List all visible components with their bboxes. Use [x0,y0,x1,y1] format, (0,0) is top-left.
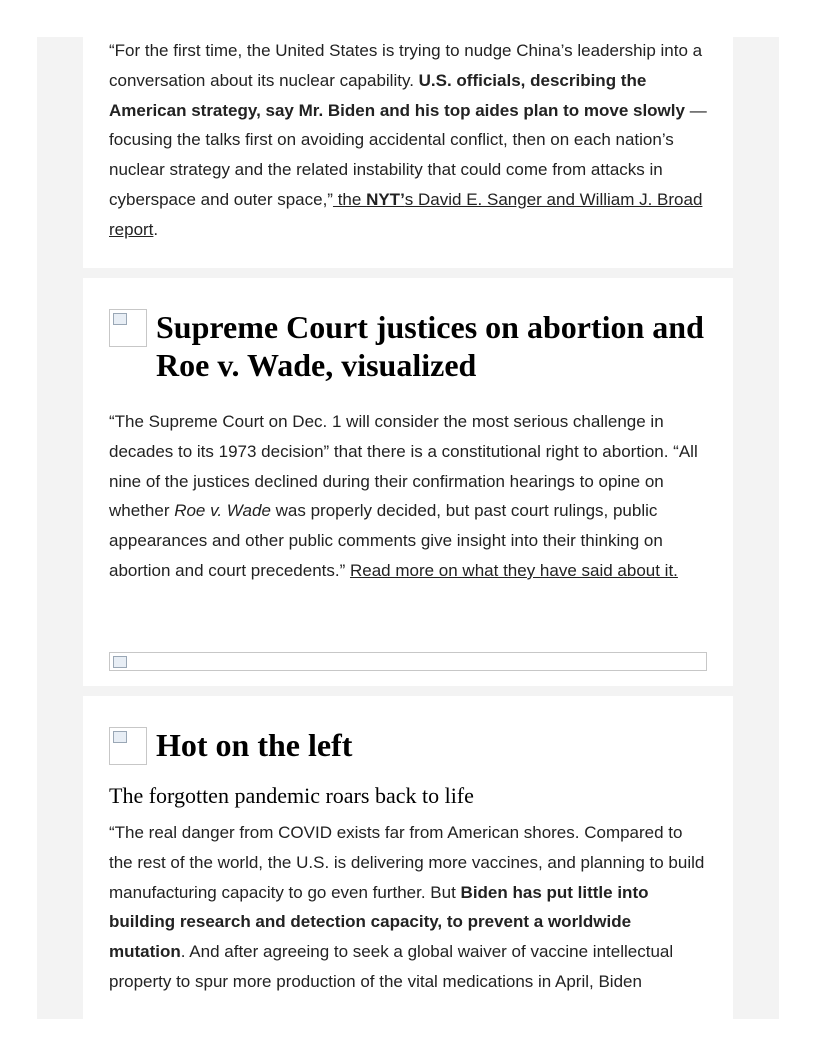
read-more-link[interactable]: Read more on what they have said about it. [349,560,678,580]
link-text: the [332,189,367,209]
story-card-supreme-court [83,278,733,686]
body-text: was properly decided, but past court rulings, public appearances and other public comments give insight into their thinking on abortion and court precedents.” [109,501,663,580]
story-body [109,818,707,997]
newsletter-frame [37,37,779,1019]
broken-image-icon [109,309,147,347]
body-bold-text: U.S. officials, describing the American strategy, say Mr. Biden and his top aides plan to move slowly [109,70,685,120]
section-headline: Hot on the left [156,727,353,763]
link-text: s David E. Sanger and William J. Broad report [109,189,703,239]
story-headline: Supreme Court justices on abortion and Roe v. Wade, visualized [156,309,704,383]
body-text: — focusing the talks first on avoiding accidental conflict, then on each nation’s nuclear strategy and the related instability that could come from attacks in cyberspace and outer space,” [109,100,707,209]
story-card-china-nuclear [83,37,733,268]
story-body [109,37,707,245]
body-text: . [153,219,159,239]
body-bold-text: Biden has put little into building research and detection capacity, to prevent a worldwide mutation [109,882,649,962]
section-header [109,726,707,765]
link-bold-text: NYT’ [366,189,405,209]
broken-image-banner [109,652,707,671]
body-italic-text: Roe v. Wade [174,501,271,521]
story-card-hot-on-left [83,696,733,1019]
body-text: “The Supreme Court on Dec. 1 will consider the most serious challenge in decades to its 1973 decision” that there is a constitutional right to abortion. “All nine of the justices declined during their confirmation hearings to opine on whether [109,412,698,521]
story-body [109,407,707,586]
broken-image-icon [109,727,147,765]
body-text: “The real danger from COVID exists far from American shores. Compared to the rest of the world, the U.S. is delivering more vaccines, and planning to build manufacturing capacity to go even further. But [109,823,705,902]
body-text: “For the first time, the United States is trying to nudge China’s leadership into a conversation about its nuclear capability. [109,41,703,90]
section-header [109,308,707,384]
body-text: . And after agreeing to seek a global waiver of vaccine intellectual property to spur more production of the vital medications in April, Biden [109,942,674,991]
story-subheadline: The forgotten pandemic roars back to life [109,783,474,808]
